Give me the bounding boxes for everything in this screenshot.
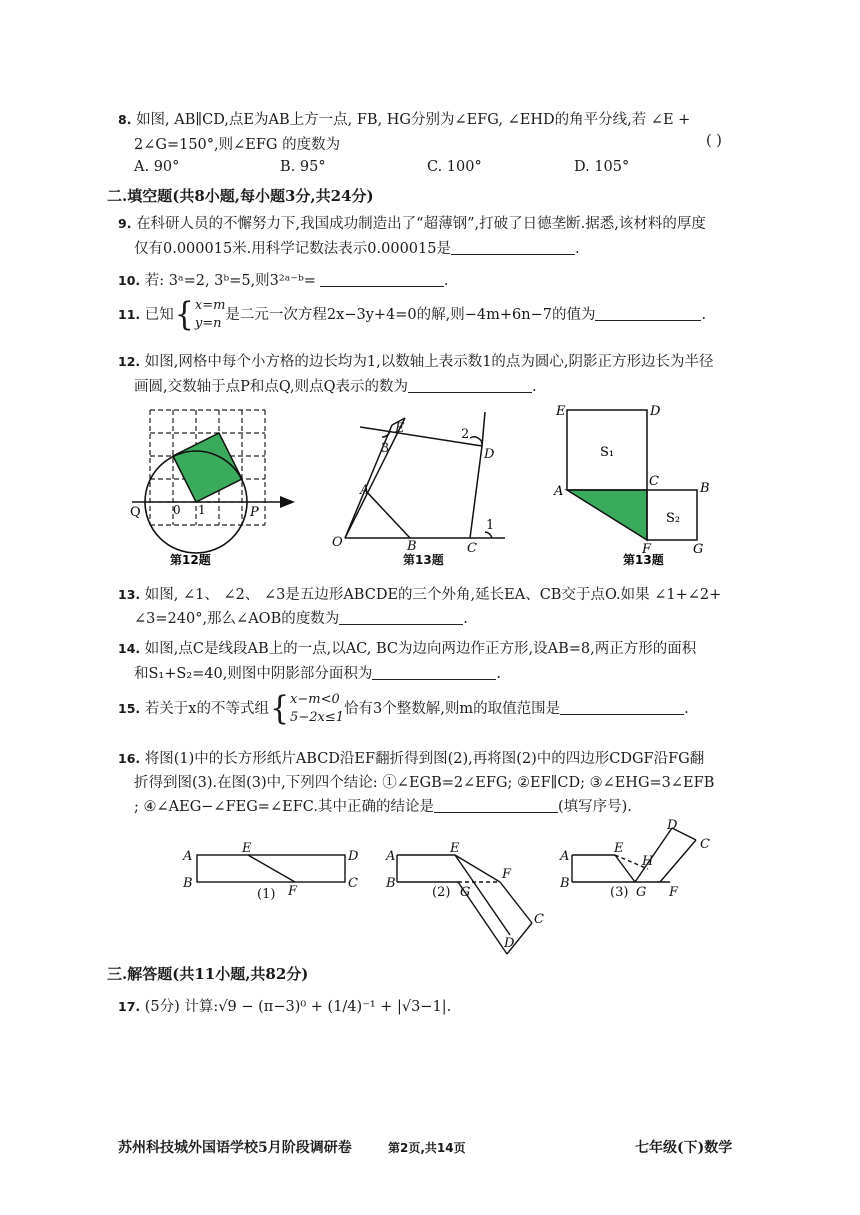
svg-text:A: A	[386, 849, 396, 864]
q9-line1: 9. 在科研人员的不懈努力下,我国成功制造出了“超薄钢”,打破了日德垄断.据悉,该材料的厚度	[118, 216, 706, 232]
label-A: A	[554, 484, 564, 499]
svg-text:E: E	[450, 841, 460, 856]
label-S2: S₂	[666, 511, 681, 526]
svg-text:B: B	[386, 876, 396, 891]
q14-line1: 14. 如图,点C是线段AB上的一点,以AC, BC为边向两边作正方形,设AB=8,两正方形的面积	[118, 641, 697, 657]
label-D: D	[484, 447, 495, 462]
fold-figures	[170, 815, 730, 955]
figures-row	[120, 400, 740, 570]
svg-text:F: F	[502, 867, 512, 882]
label-B: B	[407, 539, 417, 554]
q8-option-b: B. 95°	[280, 159, 326, 175]
svg-text:(1): (1)	[257, 887, 276, 902]
fold-figure-3	[572, 828, 696, 882]
svg-text:A: A	[560, 849, 570, 864]
svg-text:D: D	[504, 936, 515, 951]
q9-answer-blank[interactable]	[451, 240, 575, 255]
q10-line: 10. 若: 3ᵃ=2, 3ᵇ=5,则3²ᵃ⁻ᵇ= .	[118, 273, 449, 289]
label-1: 1	[486, 518, 495, 533]
label-C: C	[467, 541, 477, 556]
label-B: B	[700, 481, 710, 496]
q15-system: x−m<0 5−2x≤1	[290, 692, 344, 725]
label-D: D	[650, 404, 661, 419]
q14-line2: 和S₁+S₂=40,则图中阴影部分面积为 .	[134, 666, 501, 682]
section-fill-in-title: 二.填空题(共8小题,每小题3分,共24分)	[107, 187, 374, 205]
label-G: G	[693, 542, 704, 557]
footer-grade-subject: 七年级(下)数学	[635, 1140, 733, 1156]
svg-text:C: C	[534, 912, 544, 927]
label-E: E	[556, 404, 566, 419]
q12-line2: 画圆,交数轴于点P和点Q,则点Q表示的数为 .	[134, 379, 537, 395]
svg-text:D: D	[348, 849, 359, 864]
label-A: A	[360, 483, 370, 498]
footer-school: 苏州科技城外国语学校5月阶段调研卷	[118, 1140, 352, 1156]
label-1: 1	[198, 503, 206, 517]
q11-line: 11. 已知{x=m y=n是二元一次方程2x−3y+4=0的解,则−4m+6n−7的值为 .	[118, 295, 707, 334]
q12-answer-blank[interactable]	[408, 378, 532, 393]
q10-answer-blank[interactable]	[320, 272, 444, 287]
svg-text:E: E	[614, 841, 624, 856]
label-0: 0	[173, 503, 181, 517]
q9-line2: 仅有0.000015米.用科学记数法表示0.000015是 .	[134, 241, 580, 257]
svg-text:B: B	[560, 876, 570, 891]
q11-answer-blank[interactable]	[595, 306, 701, 321]
q15-answer-blank[interactable]	[560, 700, 684, 715]
q11-system: x=m y=n	[194, 298, 226, 331]
section-solution-title: 三.解答题(共11小题,共82分)	[107, 965, 309, 983]
label-P: P	[250, 505, 259, 520]
svg-text:C: C	[348, 876, 358, 891]
q13-line2: ∠3=240°,那么∠AOB的度数为 .	[134, 611, 468, 627]
q8-option-c: C. 100°	[427, 159, 482, 175]
q16-line2: 折得到图(3).在图(3)中,下列四个结论: ①∠EGB=2∠EFG; ②EF∥CD; ③∠EHG=3∠EFB	[134, 775, 715, 791]
label-2: 2	[461, 427, 470, 442]
q13-answer-blank[interactable]	[339, 610, 463, 625]
q13-line1: 13. 如图, ∠1、 ∠2、 ∠3是五边形ABCDE的三个外角,延长EA、CB交于点O.如果 ∠1+∠2+	[118, 587, 722, 603]
q14-answer-blank[interactable]	[372, 665, 496, 680]
q15-line: 15. 若关于x的不等式组{x−m<0 5−2x≤1恰有3个整数解,则m的取值范围是 .	[118, 689, 689, 728]
svg-text:F: F	[669, 885, 679, 900]
caption-fig13a: 第13题	[403, 553, 444, 567]
svg-text:H: H	[642, 854, 654, 869]
q12-line1: 12. 如图,网格中每个小方格的边长均为1,以数轴上表示数1的点为圆心,阴影正方形边长为半径	[118, 354, 714, 370]
shaded-square	[173, 433, 242, 502]
figure-13-pentagon	[345, 412, 505, 538]
caption-fig13b: 第13题	[623, 553, 664, 567]
label-Q: Q	[130, 505, 141, 520]
q8-answer-paren: ( )	[706, 133, 722, 149]
svg-text:A: A	[183, 849, 193, 864]
q16-line3: ; ④∠AEG−∠FEG=∠EFC.其中正确的结论是 (填写序号).	[134, 799, 632, 815]
label-F: F	[642, 542, 652, 557]
svg-text:F: F	[288, 884, 298, 899]
q8-option-a: A. 90°	[134, 159, 180, 175]
footer-page-number: 第2页,共14页	[388, 1141, 466, 1155]
q16-line1: 16. 将图(1)中的长方形纸片ABCD沿EF翻折得到图(2),再将图(2)中的四边形CDGF沿FG翻	[118, 751, 705, 767]
svg-text:E: E	[242, 841, 252, 856]
svg-text:B: B	[183, 876, 193, 891]
q8-line2: 2∠G=150°,则∠EFG 的度数为	[134, 137, 341, 153]
shaded-triangle	[567, 490, 647, 540]
label-3: 3	[381, 441, 390, 456]
label-S1: S₁	[600, 445, 615, 460]
figure-13-squares	[553, 404, 710, 567]
q16-answer-blank[interactable]	[434, 798, 558, 813]
svg-text:(3): (3)	[610, 885, 629, 900]
caption-fig12: 第12题	[170, 553, 211, 567]
q17-expression: √9 − (π−3)⁰ + (1/4)⁻¹ + |√3−1|.	[218, 999, 452, 1015]
fold-figure-1	[182, 841, 359, 902]
q8-line1: 8. 如图, AB∥CD,点E为AB上方一点, FB, HG分别为∠EFG, ∠EHD的角平分线,若 ∠E +	[118, 112, 691, 128]
q17-line: 17. (5分) 计算:√9 − (π−3)⁰ + (1/4)⁻¹ + |√3−1|.	[118, 999, 452, 1015]
figure-12	[130, 410, 295, 567]
svg-text:G: G	[636, 885, 647, 900]
label-E: E	[395, 421, 405, 436]
label-O: O	[332, 535, 343, 550]
svg-text:D: D	[667, 818, 678, 833]
label-C: C	[649, 474, 659, 489]
svg-text:G: G	[460, 885, 471, 900]
svg-text:(2): (2)	[432, 885, 451, 900]
q8-option-d: D. 105°	[574, 159, 630, 175]
svg-text:C: C	[700, 837, 710, 852]
